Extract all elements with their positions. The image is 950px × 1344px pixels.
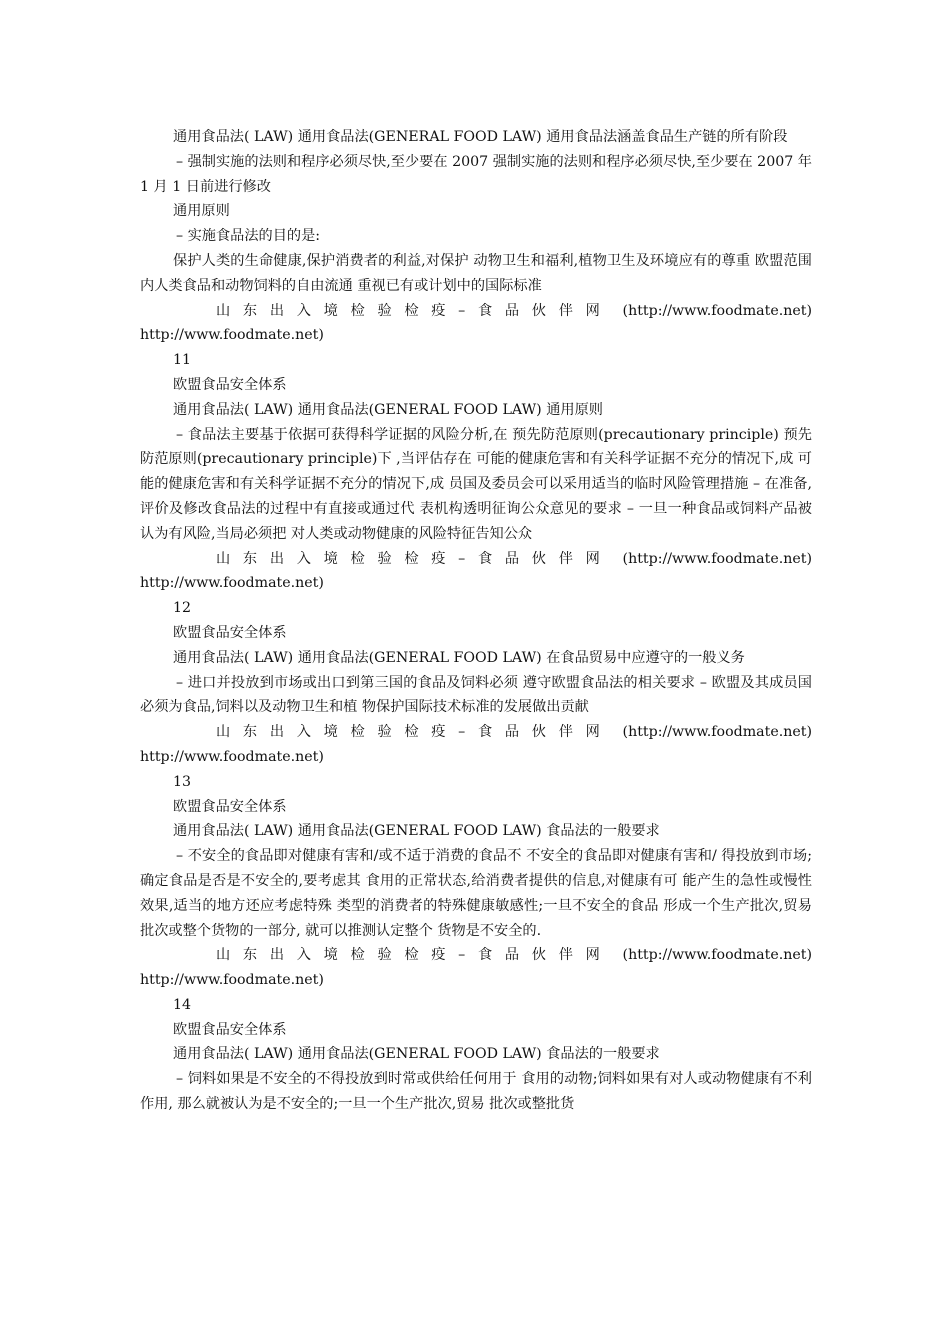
paragraph: – 强制实施的法则和程序必须尽快,至少要在 2007 强制实施的法则和程序必须尽快,至少要在 2007 年 1 月 1 日前进行修改: [140, 153, 812, 195]
paragraph: 通用食品法( LAW) 通用食品法(GENERAL FOOD LAW) 在食品贸易中应遵守的一般义务: [173, 649, 745, 666]
page-number: 12: [173, 600, 192, 617]
paragraph: – 饲料如果是不安全的不得投放到时常或供给任何用于 食用的动物;饲料如果有对人或动物健康有不利作用, 那么就被认为是不安全的;一旦一个生产批次,贸易 批次或整批货: [140, 1071, 812, 1113]
paragraph: 欧盟食品安全体系: [173, 376, 287, 393]
paragraph: – 实施食品法的目的是:: [176, 228, 321, 245]
paragraph: – 进口并投放到市场或出口到第三国的食品及饲料必须 遵守欧盟食品法的相关要求 – 欧盟及其成员国必须为食品,饲料以及动物卫生和植 物保护国际技术标准的发展做出贡献: [140, 674, 812, 716]
source-attribution: [140, 299, 812, 349]
paragraph: 欧盟食品安全体系: [173, 624, 287, 641]
source-url: (http://www.foodmate.net) http://www.foodmate.net): [140, 302, 812, 344]
paragraph: 通用食品法( LAW) 通用食品法(GENERAL FOOD LAW) 食品法的一般要求: [173, 1046, 660, 1063]
paragraph: 通用食品法( LAW) 通用食品法(GENERAL FOOD LAW) 通用原则: [173, 401, 603, 418]
paragraph: – 不安全的食品即对健康有害和/或不适于消费的食品不 不安全的食品即对健康有害和/ 得投放到市场;确定食品是否是不安全的,要考虑其 食用的正常状态,给消费者提供的信息,对健康有可 能产生的急性或慢性效果,适当的地方还应考虑特殊 类型的消费者的特殊健康敏感性;一旦不安全的食品 形成一个生产批次,贸易批次或整个货物的一部分, 就可以推测认定整个 货物是不安全的.: [140, 848, 812, 939]
paragraph: 通用原则: [173, 203, 230, 220]
source-url: (http://www.foodmate.net) http://www.foodmate.net): [140, 947, 812, 989]
document-page: [140, 125, 812, 1117]
paragraph: 欧盟食品安全体系: [173, 798, 287, 815]
paragraph: 通用食品法( LAW) 通用食品法(GENERAL FOOD LAW) 食品法的一般要求: [173, 823, 660, 840]
source-attribution: [140, 720, 812, 770]
source-name: 山东出入境检验检疫–食品伙伴网: [216, 302, 613, 319]
paragraph: – 食品法主要基于依据可获得科学证据的风险分析,在 预先防范原则(precautionary principle) 预先防范原则(precautionary principle)下 ,当评估存在 可能的健康危害和有关科学证据不充分的情况下,成 可能的健康危害和有关科学证据不充分的情况下,成 员国及委员会可以采用适当的临时风险管理措施 – 在准备,评价及修改食品法的过程中有直接或通过代 表机构透明征询公众意见的要求 – 一旦一种食品或饲料产品被认为有风险,当局必须把 对人类或动物健康的风险特征告知公众: [140, 426, 812, 542]
source-name: 山东出入境检验检疫–食品伙伴网: [216, 947, 613, 964]
source-attribution: [140, 943, 812, 993]
paragraph: 通用食品法( LAW) 通用食品法(GENERAL FOOD LAW) 通用食品法涵盖食品生产链的所有阶段: [173, 129, 788, 145]
source-url: (http://www.foodmate.net) http://www.foodmate.net): [140, 724, 812, 765]
source-name: 山东出入境检验检疫–食品伙伴网: [216, 724, 613, 741]
paragraph: 欧盟食品安全体系: [173, 1021, 287, 1038]
source-url: (http://www.foodmate.net) http://www.foodmate.net): [140, 550, 812, 592]
page-number: 14: [173, 996, 192, 1013]
source-attribution: [140, 547, 812, 597]
source-name: 山东出入境检验检疫–食品伙伴网: [216, 550, 613, 567]
page-number: 13: [173, 773, 192, 790]
paragraph: 保护人类的生命健康,保护消费者的利益,对保护 动物卫生和福利,植物卫生及环境应有的尊重 欧盟范围内人类食品和动物饲料的自由流通 重视已有或计划中的国际标准: [140, 252, 812, 294]
page-number: 11: [173, 352, 192, 369]
